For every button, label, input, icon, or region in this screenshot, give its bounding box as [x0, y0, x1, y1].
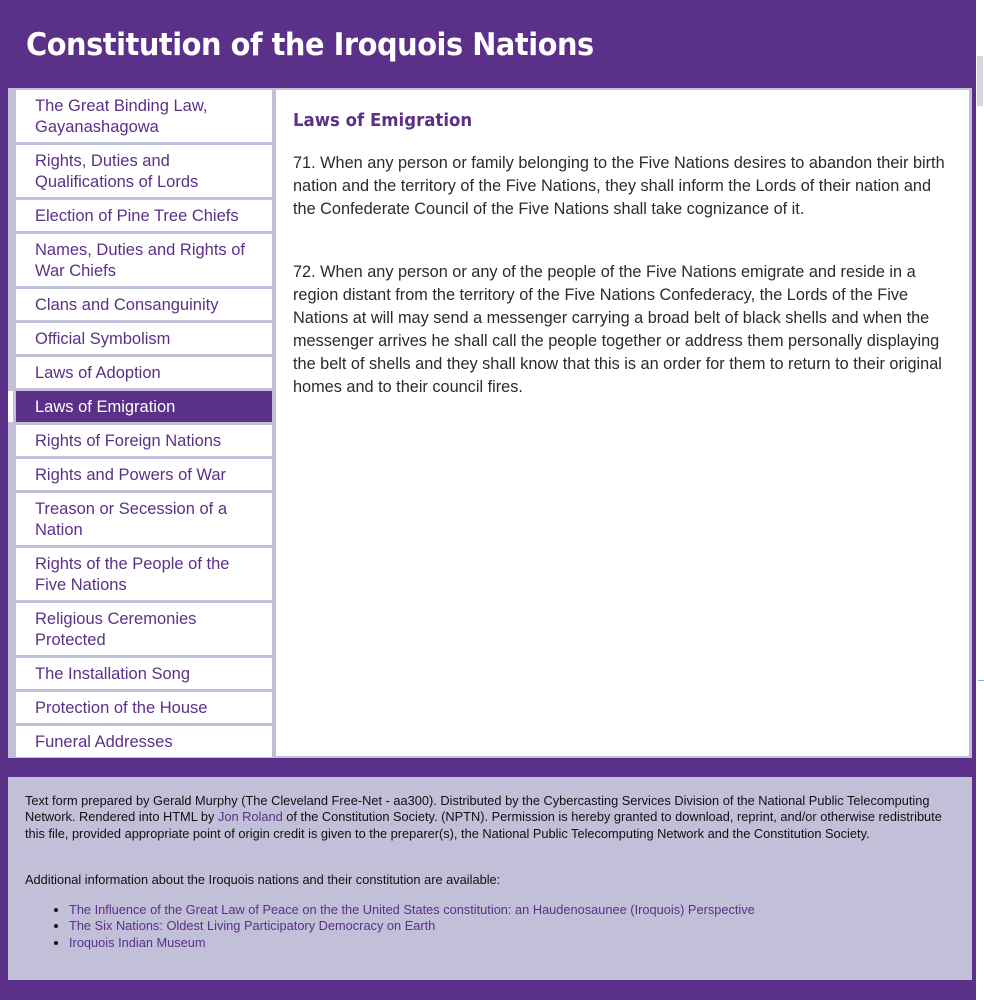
nav-item-rights-duties-lords[interactable]: [16, 145, 272, 197]
list-item: [69, 918, 755, 934]
page-title: Constitution of the Iroquois Nations: [26, 27, 594, 63]
nav-item-pine-tree-chiefs[interactable]: [16, 200, 272, 231]
section-heading: Laws of Emigration: [293, 110, 473, 131]
list-item: [69, 935, 755, 951]
article-content: [276, 90, 969, 756]
nav-item-installation-song[interactable]: [16, 658, 272, 689]
six-nations-link[interactable]: The Six Nations: Oldest Living Participatory Democracy on Earth: [69, 918, 436, 934]
nav-item-treason-secession[interactable]: [16, 493, 272, 545]
nav-item-label: Laws of Adoption: [35, 364, 161, 382]
nav-item-war-chiefs[interactable]: [16, 234, 272, 286]
site-header: [0, 0, 976, 88]
article-paragraph: 71. When any person or family belonging to the Five Nations desires to abandon their birth nation and the territory of the Five Nations, they shall inform the Lords of their nation and the Confederate Council of the Five Nations shall take cognizance of it.: [293, 154, 945, 218]
nav-item-label: Treason or Secession of a Nation: [35, 500, 227, 539]
nav-item-label: The Great Binding Law, Gayanashagowa: [35, 97, 208, 136]
nav-item-label: Religious Ceremonies Protected: [35, 610, 197, 649]
section-nav: [16, 88, 280, 758]
additional-info-text: Additional information about the Iroquois nations and their constitution are available:: [25, 872, 501, 887]
page-footer: [8, 777, 972, 980]
nav-item-label: Official Symbolism: [35, 330, 171, 348]
nav-item-protection-of-house[interactable]: [16, 692, 272, 723]
nav-item-label: Funeral Addresses: [35, 733, 173, 751]
nav-item-powers-of-war[interactable]: [16, 459, 272, 490]
edge-divider: [978, 680, 984, 681]
nav-item-label: Names, Duties and Rights of War Chiefs: [35, 241, 246, 280]
nav-item-label: Laws of Emigration: [35, 398, 176, 416]
nav-item-label: Rights, Duties and Qualifications of Lords: [35, 152, 199, 191]
nav-item-label: Clans and Consanguinity: [35, 296, 219, 314]
article-paragraph: 72. When any person or any of the people of the Five Nations emigrate and reside in a region distant from the territory of the Five Nations Confederacy, the Lords of the Five Nations at will may send a messenger carrying a broad belt of black shells and when the messenger arrives he shall call the people together or address them personally displaying the belt of shells and they shall know that this is an order for them to return to their original homes and to their council fires.: [293, 263, 942, 396]
nav-item-rights-of-people[interactable]: [16, 548, 272, 600]
main-area: [8, 88, 972, 758]
scrollbar-thumb[interactable]: [977, 56, 983, 106]
nav-item-label: The Installation Song: [35, 665, 191, 683]
window-edge-strip: [976, 0, 984, 1000]
great-law-of-peace-link[interactable]: The Influence of the Great Law of Peace on the the United States constitution: an Haudenosaunee (Iroquois) Perspective: [69, 902, 755, 917]
nav-item-official-symbolism[interactable]: [16, 323, 272, 354]
resource-links-list: [25, 902, 755, 951]
nav-item-laws-of-emigration[interactable]: [16, 391, 272, 422]
nav-item-laws-of-adoption[interactable]: [16, 357, 272, 388]
nav-item-label: Rights of the People of the Five Nations: [35, 555, 230, 594]
nav-item-clans[interactable]: [16, 289, 272, 320]
jon-roland-link[interactable]: Jon Roland: [217, 809, 283, 825]
nav-item-label: Election of Pine Tree Chiefs: [35, 207, 239, 225]
nav-item-label: Protection of the House: [35, 699, 208, 717]
credit-text-end: of the Constitution Society. (NPTN). Permission is hereby granted to download, reprint, and/or otherwise redistribute this file, provided appropriate point of origin credit is given to the preparer(s), the National Public Telecomputing Network and the Constitution Society.: [25, 809, 942, 841]
iroquois-museum-link[interactable]: Iroquois Indian Museum: [69, 934, 206, 950]
nav-item-religious-ceremonies[interactable]: [16, 603, 272, 655]
nav-item-foreign-nations[interactable]: [16, 425, 272, 456]
nav-item-label: Rights and Powers of War: [35, 466, 227, 484]
list-item: [69, 902, 755, 918]
credit-text-start: Text form prepared by Gerald Murphy (The Cleveland Free-Net - aa300). Distributed by the Cybercasting Services Division of the National Public Telecomputing Network. Rendered into HTML by: [25, 793, 930, 825]
credit-text: [25, 793, 960, 842]
nav-item-great-binding-law[interactable]: [16, 90, 272, 142]
nav-item-label: Rights of Foreign Nations: [35, 432, 222, 450]
nav-item-funeral-addresses[interactable]: [16, 726, 272, 757]
